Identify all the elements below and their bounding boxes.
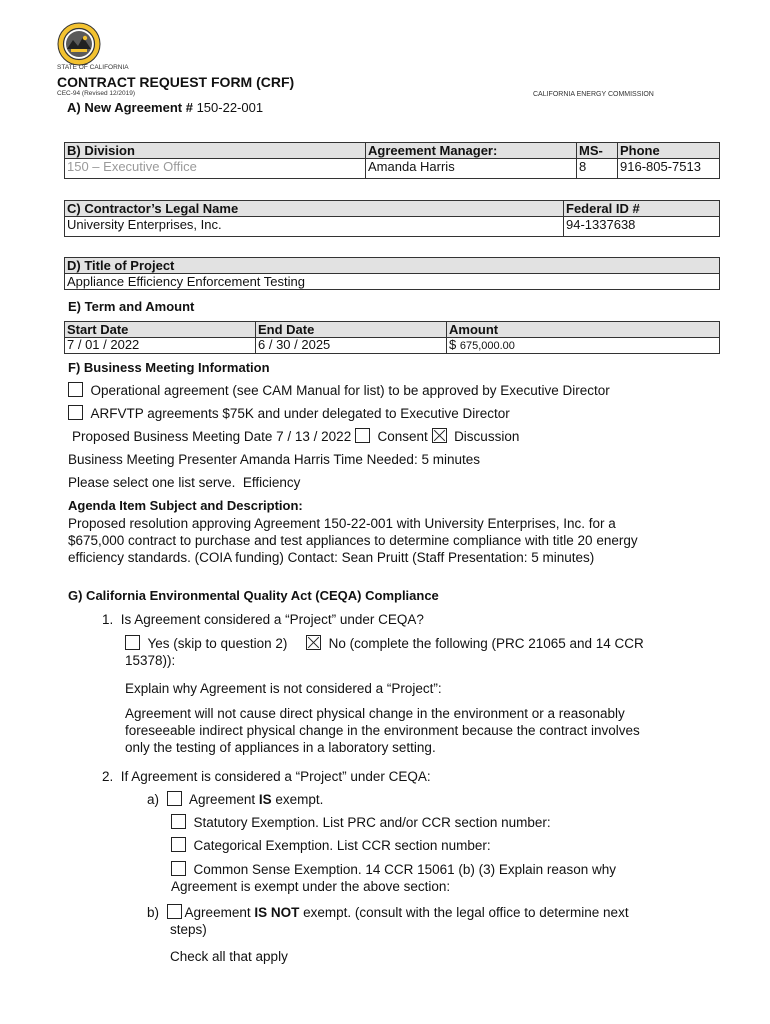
q1-no-label: No (complete the following (PRC 21065 and 14 CCR <box>328 636 644 651</box>
meeting-date-line <box>72 428 519 445</box>
time-label: Time Needed: <box>333 452 418 467</box>
q2-text: If Agreement is considered a “Project” under CEQA: <box>120 769 431 784</box>
amount-currency: $ <box>449 337 457 352</box>
ms-label: MS- <box>577 143 618 159</box>
operational-checkbox[interactable] <box>68 382 83 397</box>
arfvtp-option <box>68 405 510 422</box>
is-not-exempt-cont: steps) <box>170 922 207 937</box>
is-exempt-checkbox[interactable] <box>167 791 182 806</box>
is-not-exempt-post: exempt. (consult with the legal office to determine next <box>303 905 629 920</box>
option-a <box>147 791 323 808</box>
time-field[interactable]: 5 minutes <box>421 452 480 467</box>
option-a-label: a) <box>147 792 160 807</box>
statutory-checkbox[interactable] <box>171 814 186 829</box>
common-sense-label: Common Sense Exemption. 14 CCR 15061 (b) (3) Explain reason why <box>193 862 616 877</box>
categorical-option <box>171 837 491 854</box>
arfvtp-checkbox[interactable] <box>68 405 83 420</box>
option-b-label: b) <box>147 905 160 920</box>
q1-text: Is Agreement considered a “Project” under CEQA? <box>120 612 424 627</box>
new-agreement-label: New Agreement # <box>84 100 193 115</box>
explain-line: foreseeable indirect physical change in the environment because the contract involves <box>125 723 640 738</box>
division-table <box>64 142 720 179</box>
state-label: STATE OF CALIFORNIA <box>57 64 129 71</box>
amount-field[interactable] <box>447 338 720 354</box>
common-sense-label-cont: Agreement is exempt under the above section: <box>171 879 451 894</box>
start-date-field[interactable]: 7 / 01 / 2022 <box>65 338 256 354</box>
agenda-line: $675,000 contract to purchase and test appliances to determine compliance with title 20 energy <box>68 533 638 548</box>
common-sense-option <box>171 861 731 895</box>
is-not-exempt-checkbox[interactable] <box>167 904 182 919</box>
project-title-label: D) Title of Project <box>65 258 720 274</box>
start-date-label: Start Date <box>65 322 256 338</box>
check-all-label: Check all that apply <box>170 949 288 964</box>
categorical-label: Categorical Exemption. List CCR section number: <box>193 838 491 853</box>
agency-name: CALIFORNIA ENERGY COMMISSION <box>533 91 654 98</box>
form-code: CEC-94 (Revised 12/2019) <box>57 90 136 97</box>
term-amount-heading: E) Term and Amount <box>68 299 195 314</box>
california-seal-icon <box>57 22 101 66</box>
meeting-date-field[interactable]: 7 / 13 / 2022 <box>276 429 352 444</box>
explain-text[interactable] <box>125 705 725 756</box>
explain-line: Agreement will not cause direct physical change in the environment or a reasonably <box>125 706 625 721</box>
consent-label: Consent <box>377 429 428 444</box>
division-label: B) Division <box>65 143 366 159</box>
agenda-line: efficiency standards. (COIA funding) Contact: Sean Pruitt (Staff Presentation: 5 minutes) <box>68 550 595 565</box>
term-table <box>64 321 720 354</box>
phone-field[interactable]: 916-805-7513 <box>618 159 720 179</box>
manager-label: Agreement Manager: <box>366 143 577 159</box>
new-agreement-number[interactable]: 150-22-001 <box>196 100 264 115</box>
agenda-line: Proposed resolution approving Agreement 150-22-001 with University Enterprises, Inc. for a <box>68 516 616 531</box>
option-b <box>147 904 717 938</box>
arfvtp-label: ARFVTP agreements $75K and under delegated to Executive Director <box>90 406 510 421</box>
amount-label: Amount <box>447 322 720 338</box>
question-2 <box>102 768 431 785</box>
q1-no-checkbox[interactable] <box>306 635 321 650</box>
q1-no-label-cont: 15378)): <box>125 653 176 668</box>
project-title-table <box>64 257 720 290</box>
list-serve-field[interactable]: Efficiency <box>242 475 301 490</box>
federal-id-label: Federal ID # <box>564 201 720 217</box>
contractor-field[interactable]: University Enterprises, Inc. <box>65 217 564 237</box>
project-title-field[interactable]: Appliance Efficiency Enforcement Testing <box>65 274 720 290</box>
presenter-field[interactable]: Amanda Harris <box>239 452 330 467</box>
division-field[interactable]: 150 – Executive Office <box>65 159 366 179</box>
amount-value: 675,000.00 <box>459 340 515 352</box>
meeting-date-label: Proposed Business Meeting Date <box>72 429 273 444</box>
explain-label: Explain why Agreement is not considered a “Project”: <box>125 681 442 696</box>
federal-id-field[interactable]: 94-1337638 <box>564 217 720 237</box>
business-meeting-heading: F) Business Meeting Information <box>68 360 270 375</box>
contractor-table <box>64 200 720 237</box>
common-sense-checkbox[interactable] <box>171 861 186 876</box>
new-agreement-line <box>67 100 263 115</box>
phone-label: Phone <box>618 143 720 159</box>
is-exempt-pre: Agreement <box>189 792 256 807</box>
categorical-checkbox[interactable] <box>171 837 186 852</box>
is-exempt-post: exempt. <box>275 792 324 807</box>
explain-line: only the testing of appliances in a laboratory setting. <box>125 740 436 755</box>
end-date-label: End Date <box>256 322 447 338</box>
form-title: CONTRACT REQUEST FORM (CRF) <box>57 74 295 90</box>
list-serve-line <box>68 474 300 491</box>
statutory-option <box>171 814 551 831</box>
operational-label: Operational agreement (see CAM Manual for list) to be approved by Executive Director <box>90 383 610 398</box>
presenter-label: Business Meeting Presenter <box>68 452 237 467</box>
contractor-label: C) Contractor’s Legal Name <box>65 201 564 217</box>
q1-number: 1. <box>102 612 114 627</box>
q1-options <box>125 635 725 669</box>
is-exempt-bold: IS <box>258 792 272 807</box>
q2-number: 2. <box>102 769 114 784</box>
q1-yes-label: Yes (skip to question 2) <box>147 636 288 651</box>
discussion-checkbox[interactable] <box>432 428 447 443</box>
question-1 <box>102 611 424 628</box>
agenda-description[interactable] <box>68 515 728 566</box>
statutory-label: Statutory Exemption. List PRC and/or CCR section number: <box>193 815 551 830</box>
operational-option <box>68 382 610 399</box>
manager-field[interactable]: Amanda Harris <box>366 159 577 179</box>
q1-yes-checkbox[interactable] <box>125 635 140 650</box>
list-serve-label: Please select one list serve. <box>68 475 236 490</box>
presenter-line <box>68 451 480 468</box>
agenda-heading: Agenda Item Subject and Description: <box>68 498 303 513</box>
is-not-exempt-bold: IS NOT <box>254 905 300 920</box>
discussion-label: Discussion <box>454 429 520 444</box>
ceqa-heading: G) California Environmental Quality Act (CEQA) Compliance <box>68 588 439 603</box>
consent-checkbox[interactable] <box>355 428 370 443</box>
ms-field[interactable]: 8 <box>577 159 618 179</box>
is-not-exempt-pre: Agreement <box>184 905 251 920</box>
end-date-field[interactable]: 6 / 30 / 2025 <box>256 338 447 354</box>
section-a-label: A) <box>67 100 81 115</box>
